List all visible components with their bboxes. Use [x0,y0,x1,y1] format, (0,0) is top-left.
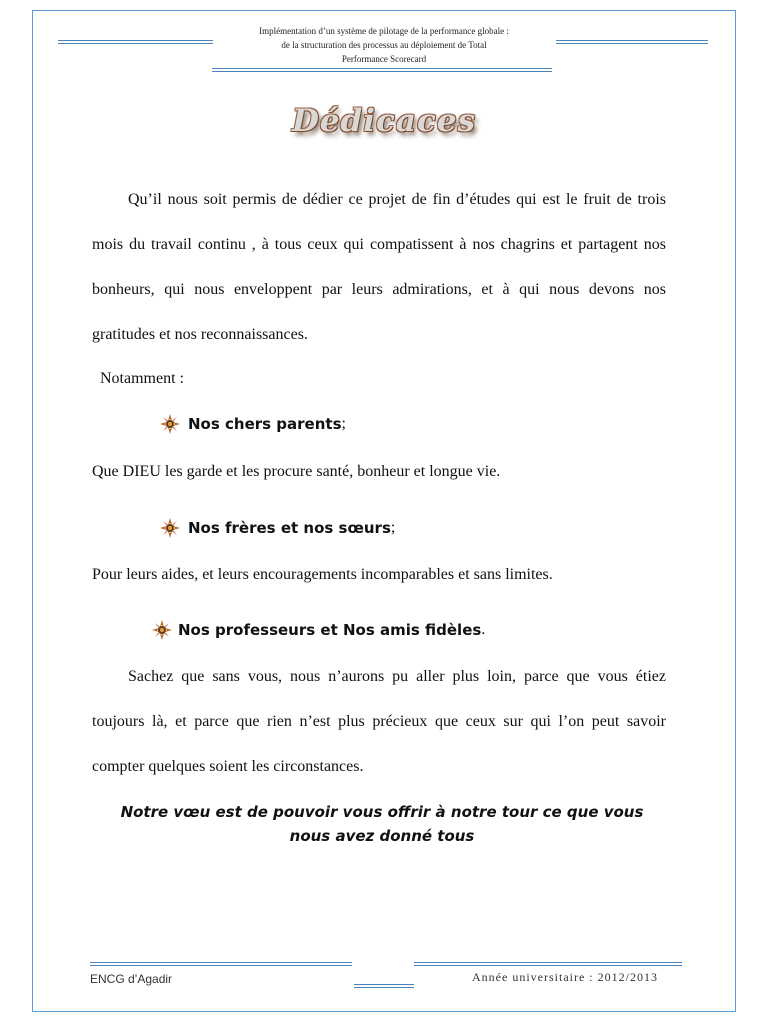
dedication-item-parents [160,414,346,434]
footer-academic-year: Année universitaire : 2012/2013 [472,970,658,984]
outro-paragraph: Sachez que sans vous, nous n’aurons pu aller plus loin, parce que vous étiez toujours là, et parce que rien n’est plus précieux que ceux sur qui l’on peut savoir compter quelques soient les circonstances. [92,668,666,775]
intro-paragraph: Qu’il nous soit permis de dédier ce projet de fin d’études qui est le fruit de trois mois du travail continu , à tous ceux qui compatissent à nos chagrins et partagent nos bonheurs, qui nous enveloppent par leurs admirations, et à qui nous devons nos gratitudes et nos reconnaissances. [92,191,666,343]
closing-statement [92,800,672,848]
sun-bullet-icon [160,518,180,538]
footer-rule-right [414,962,682,966]
header-line-3: Performance Scorecard [341,54,427,64]
item-suffix: . [481,621,486,638]
item-label: Nos chers parents [188,415,342,433]
item-suffix: ; [390,519,396,536]
item-text-siblings: Pour leurs aides, et leurs encouragements incomparables et sans limites. [92,566,553,583]
header-rule-left [58,40,213,44]
item-label: Nos frères et nos sœurs [188,519,391,537]
closing-line-2: nous avez donné tous [289,827,475,845]
page-title: Dédicaces [291,103,477,139]
footer-rule-center [354,984,414,988]
footer-school: ENCG d’Agadir [90,972,173,986]
closing-line-1: Notre vœu est de pouvoir vous offrir à notre tour ce que vous [120,803,644,821]
footer-rule-left [90,962,352,966]
notamment-label: Notamment : [100,370,184,387]
header-line-1: Implémentation d’un système de pilotage de la performance globale : [259,26,509,36]
header-rule-bottom [212,68,552,72]
item-label: Nos professeurs et Nos amis fidèles [178,621,482,639]
dedication-item-siblings [160,518,395,538]
header-title [200,24,568,66]
sun-bullet-icon [152,620,172,640]
item-suffix: ; [341,415,346,432]
header-line-2: de la structuration des processus au déploiement de Total [281,40,487,50]
sun-bullet-icon [160,414,180,434]
dedication-item-teachers [152,620,485,640]
header-rule-right [556,40,708,44]
item-text-parents: Que DIEU les garde et les procure santé, bonheur et longue vie. [92,463,501,480]
page-border [32,10,736,1012]
